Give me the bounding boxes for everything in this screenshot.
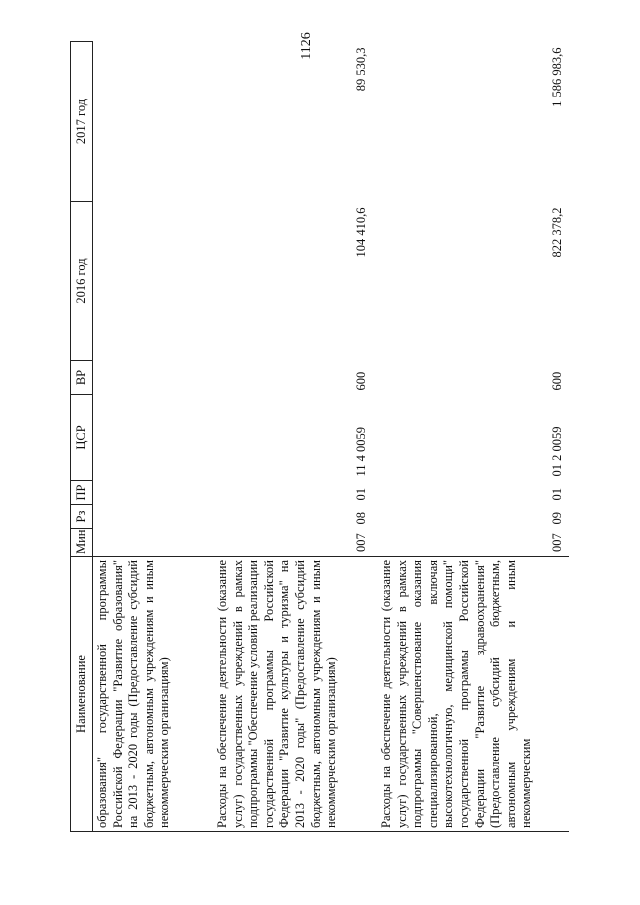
row-csr: 11 4 0059 — [354, 426, 368, 477]
header-csr: ЦСР — [71, 395, 93, 481]
row-name: образования" государственной программы Российской Федерации "Развитие образования" на 2013 - 2020 годы (Предоставление субсидий бюджетным, автономным учреждениям и иным некоммерческим организациям) — [93, 557, 210, 832]
row-pr — [93, 481, 210, 505]
row-csr: 01 2 0059 — [550, 426, 564, 477]
row-vr: 600 — [550, 371, 564, 391]
row-pr: 01 — [550, 488, 564, 501]
row-vr — [93, 361, 210, 395]
header-min: Мин — [71, 529, 93, 557]
header-rz: Рз — [71, 505, 93, 529]
page-number: 1126 — [299, 32, 315, 60]
row-name: Расходы на обеспечение деятельности (оказание услуг) государственных учреждений в рамках подпрограммы "Совершенствование оказания специализированной, включая высокотехнологичную, медицинской помощи" государственной программы Российской Федерации "Развитие здравоохранения" (Предоставление субсидий бюджетным, автономным учреждениям и иным некоммерческим — [373, 557, 569, 832]
row-min — [93, 529, 210, 557]
header-name: Наименование — [71, 557, 93, 832]
row-2017: 1 586 983,6 — [550, 47, 564, 107]
row-2016: 104 410,6 — [354, 207, 368, 258]
header-2017: 2017 год — [71, 42, 93, 202]
row-rz: 08 — [354, 512, 368, 525]
header-2016: 2016 год — [71, 202, 93, 361]
header-row — [71, 42, 93, 832]
row-2016 — [93, 202, 210, 361]
row-min: 007 — [354, 533, 368, 552]
row-rz — [93, 505, 210, 529]
row-2016: 822 378,2 — [550, 207, 564, 258]
row-rz: 09 — [550, 512, 564, 525]
row-2017 — [93, 42, 210, 202]
row-csr — [93, 395, 210, 481]
table-row — [209, 42, 373, 832]
table-row — [93, 42, 210, 832]
header-pr: ПР — [71, 481, 93, 505]
header-vr: ВР — [71, 361, 93, 395]
table-row — [373, 42, 569, 832]
row-min: 007 — [550, 533, 564, 552]
row-pr: 01 — [354, 488, 368, 501]
row-vr: 600 — [354, 371, 368, 391]
rotated-table-container — [70, 42, 580, 832]
row-2017: 89 530,3 — [354, 47, 368, 92]
row-name: Расходы на обеспечение деятельности (оказание услуг) государственных учреждений в рамках подпрограммы "Обеспечение условий реализации государственной программы Российской Федерации "Развитие культуры и туризма" на 2013 - 2020 годы" (Предоставление субсидий бюджетным, автономным учреждениям и иным некоммерческим организациям) — [209, 557, 373, 832]
budget-table — [70, 41, 569, 832]
